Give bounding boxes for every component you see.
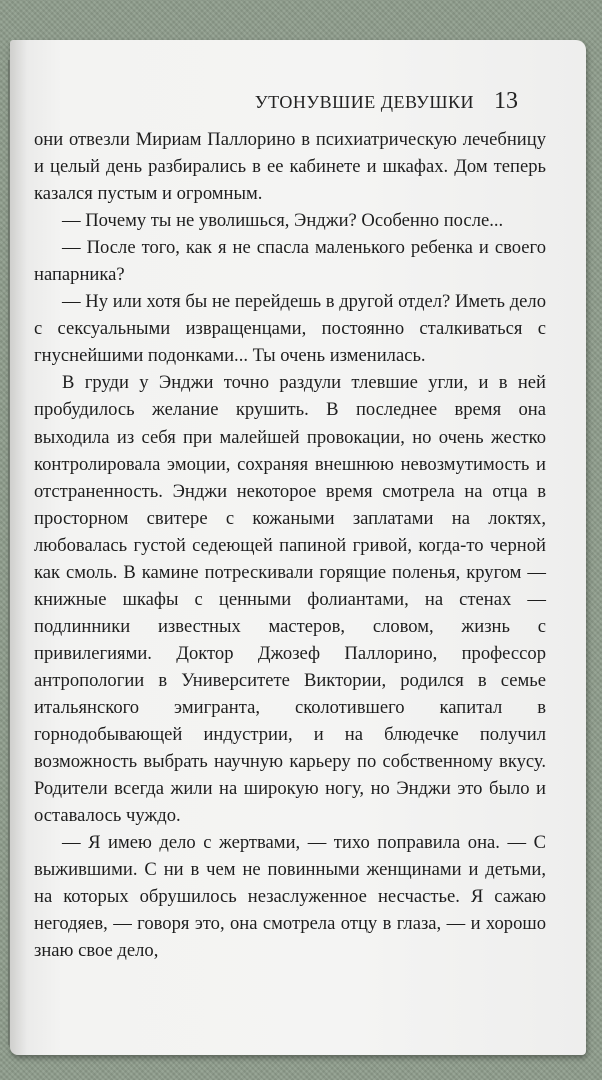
paragraph: — Почему ты не уволишься, Энджи? Особенно после... (62, 210, 504, 232)
paragraph: В груди у Энджи точно раздули тлевшие угли, и в ней пробудилось желание крушить. В последнее время она выходила из себя при малейшей провокации, но очень жестко контролировала эмоции, сохраняя внешнюю невозмутимость и отстраненность. Энджи некоторое время смотрела на отца в просторном свитере с кожаными заплатами на локтях, любовалась густой седеющей папиной гривой, когда-то черной как смоль. В камине потрескивали горящие поленья, кругом — книжные шкафы с ценными фолиантами, на стенах — подлинники известных мастеров, словом, жизнь с привилегиями. Доктор Джозеф Паллорино, профессор антропологии в Университете Виктории, родился в семье итальянского эмигранта, сколотившего капитал в горнодобывающей индустрии, и на блюдечке получил возможность выбрать научную карьеру по собственному вкусу. Родители всегда жили на широкую ногу, но Энджи это было и оставалось чуждо. (34, 372, 546, 827)
running-head (255, 88, 518, 115)
paragraph: — Я имею дело с жертвами, — тихо поправила она. — С выжившими. С ни в чем не повинными женщинами и детьми, на которых обрушилось незаслуженное несчастье. Я сажаю негодяев, — говоря это, она смотрела отцу в глаза, — и хорошо знаю свое дело, (34, 832, 546, 962)
paragraph: — Ну или хотя бы не перейдешь в другой отдел? Иметь дело с сексуальными извращенцами, постоянно сталкиваться с гнуснейшими подонками... Ты очень изменилась. (34, 291, 546, 367)
paragraph: — После того, как я не спасла маленького ребенка и своего напарника? (34, 237, 546, 286)
paragraph: они отвезли Мириам Паллорино в психиатрическую лечебницу и целый день разбирались в ее кабинете и шкафах. Дом теперь казался пустым и огромным. (34, 129, 546, 205)
body-text (34, 126, 546, 964)
page-number: 13 (494, 88, 518, 114)
running-head-title: УТОНУВШИЕ ДЕВУШКИ (254, 92, 474, 112)
